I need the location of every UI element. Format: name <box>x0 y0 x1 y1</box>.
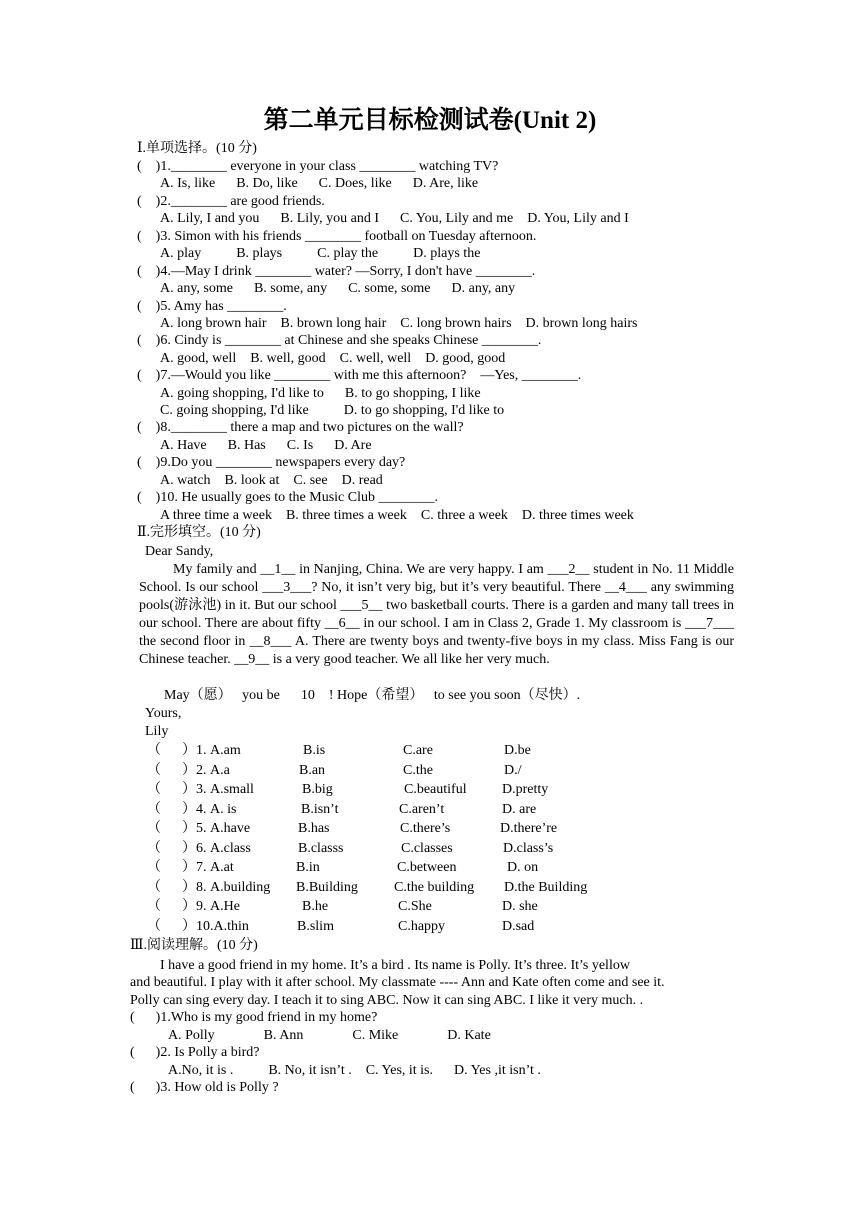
s3-question-2: ( )2. Is Polly a bird? <box>130 1045 260 1060</box>
cloze-item-option-c: C.beautiful <box>404 782 467 797</box>
cloze-item-option-b: B.in <box>296 860 320 875</box>
cloze-item-option-b: B.is <box>303 743 326 758</box>
cloze-item-option-c: C.the building <box>394 880 475 895</box>
cloze-item-option-b: B.he <box>302 899 329 914</box>
cloze-item-option-c: C.happy <box>398 919 446 934</box>
cloze-item-option-a: （ ）2. A.a <box>147 763 230 778</box>
s3-question-3: ( )3. How old is Polly ? <box>130 1080 279 1095</box>
cloze-item-option-a: （ ）4. A. is <box>147 802 237 817</box>
cloze-item-option-b: B.slim <box>297 919 334 934</box>
cloze-item-option-b: B.has <box>298 821 330 836</box>
cloze-item-option-d: D.the Building <box>504 880 588 895</box>
cloze-item-option-b: B.big <box>302 782 333 797</box>
cloze-item-option-a: （ ）8. A.building <box>147 880 271 895</box>
s1-question-4: ( )4.—May I drink ________ water? —Sorry, I don't have ________. <box>137 264 536 279</box>
s1-question-10: ( )10. He usually goes to the Music Club ________. <box>137 490 438 505</box>
cloze-item-option-d: D. she <box>502 899 538 914</box>
cloze-item-option-a: （ ）1. A.am <box>147 743 241 758</box>
cloze-passage: My family and __1__ in Nanjing, China. We are very happy. I am ___2__ student in No. 11 Middle School. Is our school ___3___? No, it isn’t very big, but it’s very beautiful. There __4___ any swimming pools(游泳池) in it. But our school ___5__ two basketball courts. There is a garden and many tall trees in our school. There are about fifty __6__ in our school. I am in Class 2, Grade 1. My classroom is ___7___ the second floor in __8___ A. There are twenty boys and twenty-five boys in my class. Miss Fang is our Chinese teacher. __9__ is a very good teacher. We all like her very much. <box>139 562 734 667</box>
s1-options-3: A. play B. plays C. play the D. plays the <box>160 246 481 261</box>
s1-options-7b: C. going shopping, I'd like D. to go shopping, I'd like to <box>160 403 505 418</box>
s1-options-9: A. watch B. look at C. see D. read <box>160 473 383 488</box>
s3-options-1: A. Polly B. Ann C. Mike D. Kate <box>168 1028 491 1043</box>
s1-options-5: A. long brown hair B. brown long hair C. long brown hairs D. brown long hairs <box>160 316 638 331</box>
cloze-item-option-d: D./ <box>504 763 522 778</box>
cloze-item-option-a: （ ）9. A.He <box>147 899 240 914</box>
cloze-item-option-d: D.pretty <box>502 782 549 797</box>
s1-question-8: ( )8.________ there a map and two pictures on the wall? <box>137 420 464 435</box>
cloze-item-option-d: D.be <box>504 743 531 758</box>
cloze-item-option-b: B.an <box>299 763 326 778</box>
reading-passage-line: Polly can sing every day. I teach it to sing ABC. Now it can sing ABC. I like it very much. . <box>130 993 644 1008</box>
cloze-item-option-b: B.Building <box>296 880 358 895</box>
s1-options-1: A. Is, like B. Do, like C. Does, like D. Are, like <box>160 176 479 191</box>
cloze-item-option-c: C.She <box>398 899 432 914</box>
s1-question-2: ( )2.________ are good friends. <box>137 194 325 209</box>
cloze-item-option-a: （ ）7. A.at <box>147 860 234 875</box>
cloze-item-option-a: （ ）6. A.class <box>147 841 251 856</box>
cloze-item-option-c: C.are <box>403 743 433 758</box>
s1-question-7: ( )7.—Would you like ________ with me this afternoon? —Yes, ________. <box>137 368 582 383</box>
cloze-item-option-c: C.between <box>397 860 457 875</box>
s3-options-2: A.No, it is . B. No, it isn’t . C. Yes, it is. D. Yes ,it isn’t . <box>168 1063 541 1078</box>
section-2-heading: Ⅱ.完形填空。(10 分) <box>137 525 261 540</box>
s1-options-2: A. Lily, I and you B. Lily, you and I C. You, Lily and me D. You, Lily and I <box>160 211 629 226</box>
cloze-item-option-a: （ ）5. A.have <box>147 821 251 836</box>
cloze-item-option-c: C.classes <box>401 841 453 856</box>
section-3-heading: Ⅲ.阅读理解。(10 分) <box>130 938 258 953</box>
cloze-item-option-c: C.the <box>403 763 433 778</box>
reading-passage-line: and beautiful. I play with it after school. My classmate ---- Ann and Kate often come and see it. <box>130 975 665 990</box>
cloze-item-option-a: （ ）10.A.thin <box>147 919 249 934</box>
cloze-item-option-c: C.aren’t <box>399 802 445 817</box>
letter-closing-line: May（愿） you be 10 ! Hope（希望） to see you soon（尽快）. <box>164 688 581 703</box>
s1-question-9: ( )9.Do you ________ newspapers every day? <box>137 455 406 470</box>
letter-sign-off: Yours, <box>145 706 182 721</box>
s1-question-1: ( )1.________ everyone in your class ________ watching TV? <box>137 159 499 174</box>
cloze-item-option-d: D. on <box>507 860 539 875</box>
cloze-item-option-d: D.class’s <box>503 841 554 856</box>
section-1-heading: Ⅰ.单项选择。(10 分) <box>137 141 257 156</box>
s1-options-8: A. Have B. Has C. Is D. Are <box>160 438 372 453</box>
cloze-item-option-d: D.sad <box>502 919 535 934</box>
s1-options-6: A. good, well B. well, good C. well, well D. good, good <box>160 351 506 366</box>
cloze-item-option-d: D. are <box>502 802 537 817</box>
cloze-item-option-d: D.there’re <box>500 821 558 836</box>
letter-signature: Lily <box>145 724 169 739</box>
cloze-item-option-a: （ ）3. A.small <box>147 782 254 797</box>
cloze-item-option-b: B.classs <box>298 841 344 856</box>
page-title: 第二单元目标检测试卷(Unit 2) <box>263 107 597 134</box>
letter-greeting: Dear Sandy, <box>145 544 214 559</box>
s1-question-3: ( )3. Simon with his friends ________ football on Tuesday afternoon. <box>137 229 537 244</box>
s1-options-10: A three time a week B. three times a week C. three a week D. three times week <box>160 508 634 523</box>
s1-question-6: ( )6. Cindy is ________ at Chinese and she speaks Chinese ________. <box>137 333 542 348</box>
s1-options-4: A. any, some B. some, any C. some, some D. any, any <box>160 281 516 296</box>
s3-question-1: ( )1.Who is my good friend in my home? <box>130 1010 378 1025</box>
s1-question-5: ( )5. Amy has ________. <box>137 299 287 314</box>
cloze-item-option-b: B.isn’t <box>301 802 339 817</box>
reading-passage-line: I have a good friend in my home. It’s a bird . Its name is Polly. It’s three. It’s yellow <box>160 958 630 973</box>
cloze-item-option-c: C.there’s <box>400 821 451 836</box>
s1-options-7a: A. going shopping, I'd like to B. to go shopping, I like <box>160 386 481 401</box>
